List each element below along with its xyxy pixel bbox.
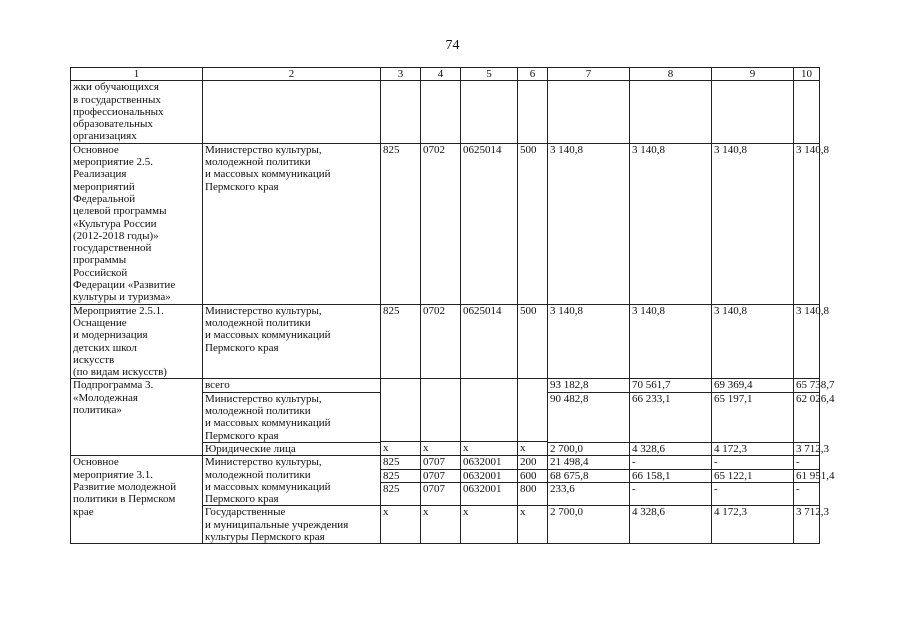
header-cell: 4 <box>421 68 461 81</box>
amount-cell: 3 140,8 <box>548 304 630 379</box>
amount-value: 66 233,1 <box>630 392 711 405</box>
text-line: «Молодежная <box>73 391 138 404</box>
text-line: организациях <box>73 130 137 143</box>
text-line: молодежной политики <box>205 468 311 481</box>
x-mark: x <box>381 441 420 454</box>
text-line: в государственных <box>73 93 161 106</box>
program-name-cell <box>71 304 203 379</box>
text-line: Оснащение <box>73 316 127 329</box>
code-value: 600 <box>518 469 547 482</box>
amount-cell: 3 140,8 <box>712 304 794 379</box>
code-value: 825 <box>381 469 420 482</box>
text-line: образовательных <box>73 118 153 131</box>
header-row <box>71 68 820 81</box>
text-line: политики в Пермском <box>73 493 176 506</box>
executor-cell <box>203 304 381 379</box>
amount-cell <box>712 379 794 456</box>
code-cell: 0625014 <box>461 143 518 304</box>
header-cell: 8 <box>630 68 712 81</box>
header-cell: 3 <box>381 68 421 81</box>
code-cell: 0702 <box>421 304 461 379</box>
amount-value: 4 172,3 <box>712 442 793 455</box>
text-line: и массовых коммуникаций <box>205 168 331 181</box>
amount-cell: 3 712,3 <box>794 506 820 544</box>
text-line: целевой программы <box>73 205 167 218</box>
table-row <box>71 379 820 456</box>
executor-cell <box>203 456 381 506</box>
table-row <box>71 304 820 379</box>
text-line: (2012-2018 годы)» <box>73 229 159 242</box>
amount-value: 68 675,8 <box>548 469 629 482</box>
text-line: культуры и туризма» <box>73 291 171 304</box>
text-line: государственной <box>73 242 152 255</box>
code-cell: 500 <box>518 143 548 304</box>
text-line: мероприятий <box>73 180 135 193</box>
code-cell: 0702 <box>421 143 461 304</box>
program-name-cell <box>71 81 203 143</box>
text-line: Министерство культуры, <box>205 143 322 156</box>
x-mark: x <box>461 441 517 454</box>
program-name-cell <box>71 379 203 456</box>
code-value: 0707 <box>421 482 460 495</box>
text-line: Пермского края <box>205 429 279 442</box>
text-line: программы <box>73 254 127 267</box>
code-value: 0707 <box>421 469 460 482</box>
text-line: Подпрограмма 3. <box>73 379 154 392</box>
table-row <box>71 506 820 544</box>
text-line: и модернизация <box>73 329 148 342</box>
text-line: молодежной политики <box>205 156 311 169</box>
amount-value: 61 951,4 <box>796 469 835 482</box>
program-name-cell <box>71 506 203 544</box>
amount-value: 93 182,8 <box>550 379 589 392</box>
text-line: Российской <box>73 266 128 279</box>
text-line: жки обучающихся <box>73 81 159 94</box>
text-line: Министерство культуры, <box>203 392 380 405</box>
amount-cell <box>794 379 835 456</box>
amount-cell <box>548 379 630 456</box>
text-line: Федерации «Развитие <box>73 279 176 292</box>
text-line: мероприятие 3.1. <box>73 468 154 481</box>
text-line: Министерство культуры, <box>205 304 322 317</box>
text-line: Пермского края <box>205 180 279 193</box>
amount-cell: 3 140,8 <box>712 143 794 304</box>
table-row <box>71 81 820 143</box>
header-cell: 5 <box>461 68 518 81</box>
amount-value: 4 328,6 <box>630 442 711 455</box>
header-cell: 6 <box>518 68 548 81</box>
amount-value: 21 498,4 <box>550 456 589 469</box>
amount-cell: 3 140,8 <box>794 304 820 379</box>
code-value: 0632001 <box>461 469 517 482</box>
text-line: мероприятие 2.5. <box>73 156 154 169</box>
amount-value: - <box>714 456 718 469</box>
text-line: и массовых коммуникаций <box>205 329 331 342</box>
code-cell: 825 <box>381 304 421 379</box>
amount-value: 66 158,1 <box>630 469 711 482</box>
text-line: Государственные <box>205 506 286 519</box>
amount-cell: 3 140,8 <box>794 143 820 304</box>
amount-cell: 3 140,8 <box>630 304 712 379</box>
code-cell <box>421 379 461 456</box>
header-cell: 10 <box>794 68 820 81</box>
text-line: «Культура России <box>73 217 157 230</box>
text-line: и массовых коммуникаций <box>205 417 331 430</box>
amount-value: 70 561,7 <box>632 379 671 392</box>
text-line: искусств <box>73 353 115 366</box>
text-line: крае <box>73 505 94 518</box>
amount-cell: 4 172,3 <box>712 506 794 544</box>
code-cell <box>421 456 461 506</box>
text-line: профессиональных <box>73 105 164 118</box>
budget-table <box>70 67 835 544</box>
header-cell: 7 <box>548 68 630 81</box>
amount-value: - <box>632 456 636 469</box>
code-value: 0707 <box>423 456 445 469</box>
amount-value: 65 738,7 <box>796 379 835 392</box>
code-cell: 825 <box>381 143 421 304</box>
header-cell: 9 <box>712 68 794 81</box>
text-line: и муниципальные учреждения <box>205 518 349 531</box>
amount-cell <box>630 456 712 506</box>
executor-cell <box>203 379 381 456</box>
amount-value: 233,6 <box>548 482 629 495</box>
code-cell <box>461 456 518 506</box>
x-mark: x <box>421 441 460 454</box>
text-line: Пермского края <box>205 341 279 354</box>
page-number: 74 <box>445 38 460 53</box>
text-line: Федеральной <box>73 192 136 205</box>
x-mark: x <box>518 441 547 454</box>
header-cell: 1 <box>71 68 203 81</box>
text-line: Основное <box>73 143 119 156</box>
program-name-cell <box>71 456 203 506</box>
code-cell: 0625014 <box>461 304 518 379</box>
amount-cell: 2 700,0 <box>548 506 630 544</box>
table-row <box>71 456 820 506</box>
total-label: всего <box>205 379 230 392</box>
header-cell: 2 <box>203 68 381 81</box>
amount-cell <box>712 456 794 506</box>
code-value: 0632001 <box>461 482 517 495</box>
amount-value: 90 482,8 <box>548 392 629 405</box>
amount-cell <box>794 456 835 506</box>
code-cell: x <box>461 506 518 544</box>
text-line: Развитие молодежной <box>73 480 177 493</box>
text-line: политика» <box>73 404 122 417</box>
code-value: 825 <box>381 482 420 495</box>
legal-entities-label: Юридические лица <box>203 442 380 455</box>
executor-cell <box>203 143 381 304</box>
code-value: 825 <box>383 456 400 469</box>
amount-cell: 4 328,6 <box>630 506 712 544</box>
text-line: Основное <box>73 456 119 469</box>
code-cell <box>518 379 548 456</box>
amount-cell: 3 140,8 <box>630 143 712 304</box>
program-name-cell <box>71 143 203 304</box>
code-cell: x <box>381 506 421 544</box>
amount-cell <box>548 456 630 506</box>
amount-value: 62 026,4 <box>796 392 835 405</box>
code-cell: x <box>518 506 548 544</box>
amount-value: 69 369,4 <box>714 379 753 392</box>
code-value: 800 <box>518 482 547 495</box>
text-line: Министерство культуры, <box>205 456 322 469</box>
amount-cell <box>630 379 712 456</box>
amount-value: - <box>712 482 793 495</box>
amount-value: 65 122,1 <box>712 469 793 482</box>
text-line: Мероприятие 2.5.1. <box>73 304 164 317</box>
amount-value: 65 197,1 <box>712 392 793 405</box>
code-cell <box>461 379 518 456</box>
code-cell: 500 <box>518 304 548 379</box>
amount-value: - <box>796 456 800 469</box>
text-line: молодежной политики <box>205 405 311 418</box>
amount-value: 2 700,0 <box>548 442 629 455</box>
code-cell: x <box>421 506 461 544</box>
text-line: молодежной политики <box>205 316 311 329</box>
amount-value: - <box>794 482 819 495</box>
executor-cell <box>203 506 381 544</box>
text-line: Пермского края <box>205 493 279 506</box>
text-line: и массовых коммуникаций <box>205 480 331 493</box>
code-cell <box>518 456 548 506</box>
text-line: Реализация <box>73 168 127 181</box>
text-line: культуры Пермского края <box>205 530 325 543</box>
code-value: 200 <box>520 456 537 469</box>
amount-value: 3 712,3 <box>796 442 829 455</box>
text-line: (по видам искусств) <box>73 366 167 379</box>
text-line: детских школ <box>73 341 137 354</box>
code-value: 0632001 <box>463 456 502 469</box>
code-cell <box>381 456 421 506</box>
code-cell <box>381 379 421 456</box>
amount-cell: 3 140,8 <box>548 143 630 304</box>
table-row <box>71 143 820 304</box>
amount-value: - <box>630 482 711 495</box>
